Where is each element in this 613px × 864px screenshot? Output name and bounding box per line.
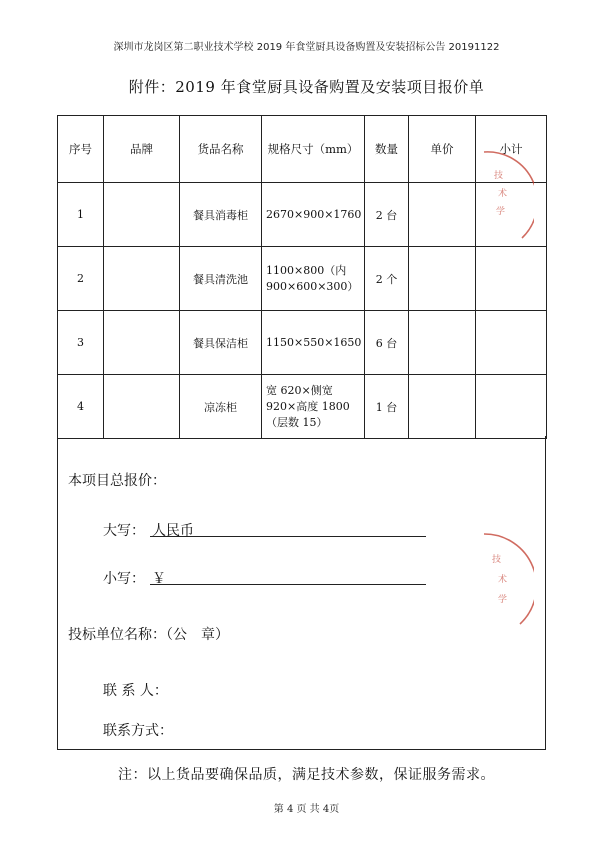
spec-cell: 1100×800（内900×600×300） [262,247,365,311]
table-row [58,311,547,375]
brand-cell[interactable] [104,375,180,439]
column-header-unit-price: 单价 [409,116,476,183]
quote-table [57,115,547,439]
spec-cell: 2670×900×1760 [262,183,365,247]
brand-cell[interactable] [104,247,180,311]
summary-section [57,436,546,750]
unit-price-cell[interactable] [409,247,476,311]
bidder-name-label: 投标单位名称：（公 章） [68,627,229,643]
svg-text:术: 术 [498,575,508,585]
quantity-cell: 2 个 [365,247,409,311]
row-number: 3 [58,311,104,375]
subtotal-cell[interactable] [476,375,547,439]
page-header: 深圳市龙岗区第二职业技术学校 2019 年食堂厨具设备购置及安装招标公告 20191122 [113,42,500,53]
quantity-cell: 6 台 [365,311,409,375]
seal-stamp-partial [478,530,534,630]
item-name: 餐具消毒柜 [180,183,262,247]
item-name: 餐具保洁柜 [180,311,262,375]
lowercase-input-line[interactable] [150,584,426,585]
subtotal-cell[interactable] [476,311,547,375]
quantity-cell: 1 台 [365,375,409,439]
contact-method-label: 联系方式： [103,723,173,739]
column-header-quantity: 数量 [365,116,409,183]
svg-text:技: 技 [492,555,502,565]
item-name: 餐具清洗池 [180,247,262,311]
total-price-label: 本项目总报价： [68,473,166,489]
seal-stamp-partial [478,148,534,244]
uppercase-input-line[interactable] [150,536,426,537]
column-header-brand: 品牌 [104,116,180,183]
unit-price-cell[interactable] [409,311,476,375]
row-number: 4 [58,375,104,439]
page-number: 第 4 页 共 4页 [273,804,340,815]
unit-price-cell[interactable] [409,375,476,439]
quantity-cell: 2 台 [365,183,409,247]
svg-text:学: 学 [496,207,506,217]
column-header-number: 序号 [58,116,104,183]
spec-cell: 宽 620×侧宽 920×高度 1800（层数 15） [262,375,365,439]
svg-text:术: 术 [498,189,508,199]
row-number: 1 [58,183,104,247]
uppercase-value: 人民币 [152,523,194,539]
document-title: 附件：2019 年食堂厨具设备购置及安装项目报价单 [128,78,485,96]
brand-cell[interactable] [104,311,180,375]
brand-cell[interactable] [104,183,180,247]
contact-person-label: 联 系 人： [103,683,168,699]
svg-text:技: 技 [494,171,504,181]
table-header-row [58,116,547,183]
lowercase-label: 小写： [103,571,145,587]
unit-price-cell[interactable] [409,183,476,247]
lowercase-value: ￥ [152,571,166,587]
column-header-item-name: 货品名称 [180,116,262,183]
column-header-spec: 规格尺寸（mm） [262,116,365,183]
row-number: 2 [58,247,104,311]
item-name: 凉冻柜 [180,375,262,439]
table-row [58,247,547,311]
note-text: 注：以上货品要确保品质，满足技术参数，保证服务需求。 [118,767,495,783]
spec-cell: 1150×550×1650 [262,311,365,375]
subtotal-cell[interactable] [476,247,547,311]
table-row [58,375,547,439]
svg-text:学: 学 [498,595,508,605]
table-row [58,183,547,247]
uppercase-label: 大写： [103,523,145,539]
column-header-subtotal: 小计 [476,116,547,183]
